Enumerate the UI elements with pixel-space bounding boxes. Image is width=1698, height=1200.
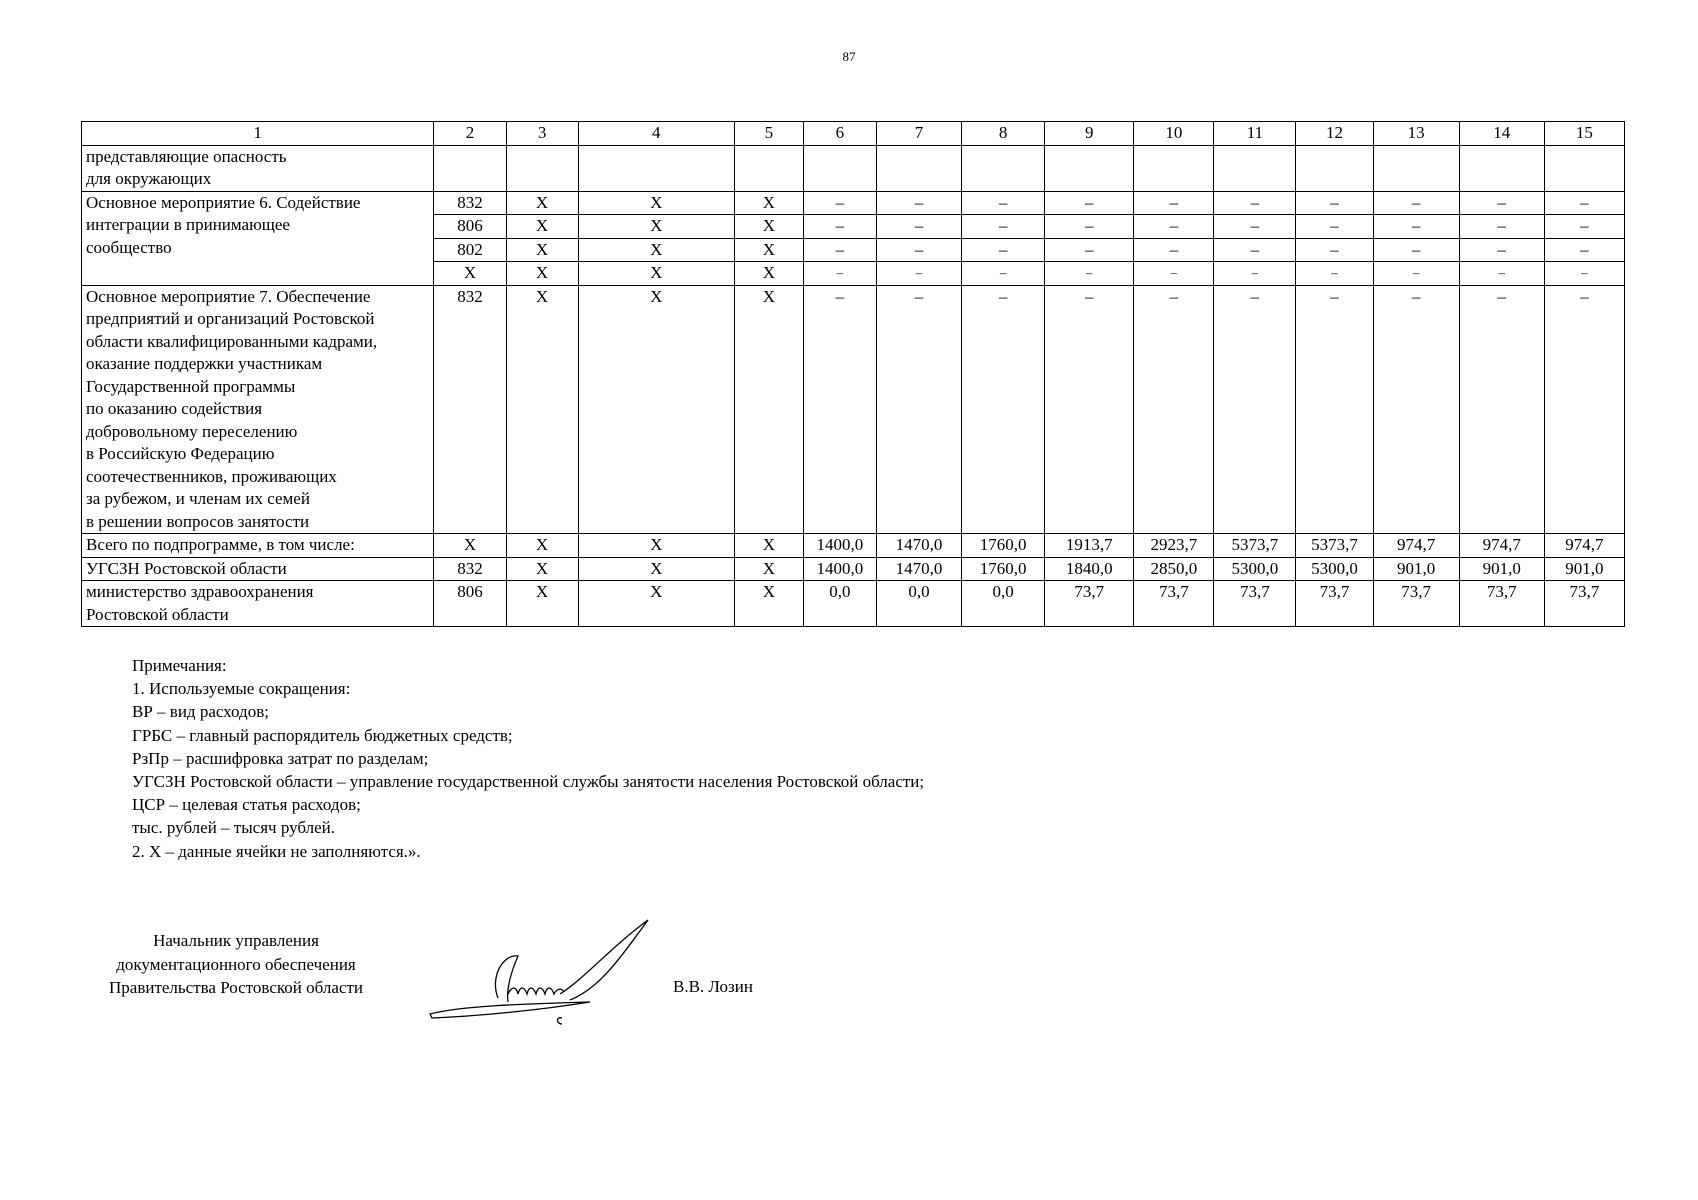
- table-cell: 5373,7: [1296, 534, 1373, 558]
- table-cell: –: [803, 215, 876, 239]
- notes-line: ЦСР – целевая статья расходов;: [132, 795, 361, 815]
- table-cell: –: [1214, 262, 1296, 286]
- row-name-line: в Российскую Федерацию: [86, 444, 275, 463]
- table-cell: X: [578, 238, 734, 262]
- table-cell: X: [578, 262, 734, 286]
- column-header: 9: [1045, 122, 1134, 146]
- table-cell: 73,7: [1544, 581, 1624, 627]
- table-cell: 73,7: [1045, 581, 1134, 627]
- table-cell: –: [1045, 262, 1134, 286]
- table-cell: –: [1544, 285, 1624, 534]
- table-cell: 1400,0: [803, 557, 876, 581]
- table-row-carryover: [82, 145, 1625, 191]
- table-cell: 832: [434, 285, 506, 534]
- table-cell: –: [876, 262, 961, 286]
- table-cell: –: [1544, 191, 1624, 215]
- page-number: 87: [842, 49, 856, 64]
- table-cell: 73,7: [1373, 581, 1459, 627]
- row-name-line: интеграции в принимающее: [86, 215, 290, 234]
- table-cell: X: [506, 534, 578, 558]
- table-cell: X: [578, 581, 734, 627]
- table-cell: –: [1214, 238, 1296, 262]
- table-cell: X: [734, 238, 803, 262]
- table-cell: –: [803, 238, 876, 262]
- table-cell: X: [578, 215, 734, 239]
- column-header: 10: [1134, 122, 1214, 146]
- table-cell: 806: [434, 215, 506, 239]
- table-cell: X: [734, 581, 803, 627]
- column-header: 6: [803, 122, 876, 146]
- table-cell: –: [1373, 191, 1459, 215]
- table-cell: 974,7: [1373, 534, 1459, 558]
- table-cell: 73,7: [1296, 581, 1373, 627]
- position-line: документационного обеспечения: [116, 954, 356, 974]
- table-cell: X: [506, 262, 578, 286]
- table-cell: –: [962, 191, 1045, 215]
- table-cell: X: [434, 534, 506, 558]
- row-name-cell: [82, 581, 434, 627]
- header-row: [82, 122, 1625, 146]
- notes-line: РзПр – расшифровка затрат по разделам;: [132, 748, 429, 768]
- notes-line: ВР – вид расходов;: [132, 702, 269, 722]
- table-cell: –: [1296, 215, 1373, 239]
- table-cell: X: [506, 191, 578, 215]
- table-cell: –: [876, 215, 961, 239]
- table-cell: –: [803, 262, 876, 286]
- column-header: 3: [506, 122, 578, 146]
- table-cell: 901,0: [1459, 557, 1544, 581]
- table-cell: X: [734, 262, 803, 286]
- row-name-cell: [82, 191, 434, 285]
- table-cell: 802: [434, 238, 506, 262]
- column-header: 14: [1459, 122, 1544, 146]
- table-cell: X: [506, 238, 578, 262]
- row-name-line: Основное мероприятие 6. Содействие: [86, 192, 361, 212]
- table-cell: 5300,0: [1296, 557, 1373, 581]
- table-cell: –: [1373, 215, 1459, 239]
- table-cell: –: [1214, 285, 1296, 534]
- table-cell: –: [1134, 285, 1214, 534]
- row-name-line: предприятий и организаций Ростовской: [86, 309, 375, 328]
- table-cell: X: [506, 581, 578, 627]
- table-cell: –: [1214, 191, 1296, 215]
- column-header: 15: [1544, 122, 1624, 146]
- row-name-line: добровольному переселению: [86, 421, 298, 441]
- table-cell: –: [1459, 285, 1544, 534]
- table-cell: –: [1544, 238, 1624, 262]
- table-cell: –: [1296, 262, 1373, 286]
- table-cell: –: [1373, 238, 1459, 262]
- table-cell: –: [803, 191, 876, 215]
- table-cell: 806: [434, 581, 506, 627]
- notes-section: [132, 654, 924, 863]
- table-cell: –: [1544, 262, 1624, 286]
- table-cell: –: [1296, 238, 1373, 262]
- table-cell: 0,0: [803, 581, 876, 627]
- table-row-ugszn: [82, 557, 1625, 581]
- column-header: 12: [1296, 122, 1373, 146]
- table-cell: X: [506, 285, 578, 534]
- table-cell: –: [1373, 262, 1459, 286]
- table-cell: X: [434, 262, 506, 286]
- column-header: 4: [578, 122, 734, 146]
- column-header: 8: [962, 122, 1045, 146]
- row-name-cell: [82, 145, 434, 191]
- table-cell: X: [734, 191, 803, 215]
- table-cell: 974,7: [1459, 534, 1544, 558]
- table-cell: 1470,0: [876, 534, 961, 558]
- row-name-line: Ростовской области: [86, 604, 229, 624]
- column-header: 1: [82, 122, 434, 146]
- table-cell: X: [506, 215, 578, 239]
- table-cell: –: [1544, 215, 1624, 239]
- table-cell: X: [578, 557, 734, 581]
- column-header: 5: [734, 122, 803, 146]
- table-cell: 2923,7: [1134, 534, 1214, 558]
- table-cell: X: [734, 215, 803, 239]
- table-cell: –: [1296, 191, 1373, 215]
- table-cell: 1760,0: [962, 557, 1045, 581]
- row-name-line: для окружающих: [86, 169, 212, 188]
- table-cell: 73,7: [1134, 581, 1214, 627]
- table-cell: –: [803, 285, 876, 534]
- table-cell: 73,7: [1214, 581, 1296, 627]
- table-cell: –: [962, 238, 1045, 262]
- table-cell: –: [1045, 215, 1134, 239]
- row-name-line: представляющие опасность: [86, 146, 287, 166]
- row-name-line: в решении вопросов занятости: [86, 511, 310, 531]
- table-cell: –: [1296, 285, 1373, 534]
- signature-drawing: [420, 918, 660, 1028]
- table-cell: X: [578, 285, 734, 534]
- table-cell: –: [1459, 262, 1544, 286]
- table-cell: –: [1459, 191, 1544, 215]
- table-cell: 2850,0: [1134, 557, 1214, 581]
- notes-line: УГСЗН Ростовской области – управление государственной службы занятости населения Ростовской области;: [132, 772, 925, 792]
- table-cell: 901,0: [1544, 557, 1624, 581]
- table-cell: –: [1459, 215, 1544, 239]
- table-cell: –: [1214, 215, 1296, 239]
- row-name-cell: Всего по подпрограмме, в том числе:: [82, 534, 434, 558]
- row-name-line: за рубежом, и членам их семей: [86, 489, 310, 508]
- position-line: Начальник управления: [153, 931, 319, 950]
- table-cell: –: [1134, 262, 1214, 286]
- table-row-activity6: [82, 191, 1625, 215]
- table-cell: –: [876, 191, 961, 215]
- table-cell: –: [1373, 285, 1459, 534]
- table-cell: –: [962, 262, 1045, 286]
- column-header: 13: [1373, 122, 1459, 146]
- row-name-line: сообщество: [86, 237, 172, 257]
- table-cell: X: [734, 557, 803, 581]
- notes-heading: Примечания:: [132, 656, 227, 675]
- column-header: 2: [434, 122, 506, 146]
- table-cell: X: [506, 557, 578, 581]
- table-cell: –: [962, 285, 1045, 534]
- table-cell: –: [1459, 238, 1544, 262]
- table-cell: 0,0: [876, 581, 961, 627]
- row-name-line: министерство здравоохранения: [86, 582, 314, 601]
- table-cell: –: [1134, 215, 1214, 239]
- table-cell: 5373,7: [1214, 534, 1296, 558]
- table-cell: –: [1134, 238, 1214, 262]
- column-header: 11: [1214, 122, 1296, 146]
- row-name-line: оказание поддержки участникам: [86, 354, 323, 373]
- notes-line: 2. X – данные ячейки не заполняются.».: [132, 841, 421, 861]
- row-name-line: соотечественников, проживающих: [86, 466, 337, 486]
- table-cell: 0,0: [962, 581, 1045, 627]
- table-row-activity7: [82, 285, 1625, 534]
- table-cell: 1760,0: [962, 534, 1045, 558]
- row-name-cell: УГСЗН Ростовской области: [82, 557, 434, 581]
- table-cell: X: [734, 285, 803, 534]
- table-cell: 832: [434, 557, 506, 581]
- table-row-health-ministry: [82, 581, 1625, 627]
- table-cell: 1470,0: [876, 557, 961, 581]
- row-name-line: Основное мероприятие 7. Обеспечение: [86, 286, 371, 306]
- row-name-line: Государственной программы: [86, 376, 296, 396]
- table-cell: –: [962, 215, 1045, 239]
- table-cell: –: [1045, 191, 1134, 215]
- signer-name: В.В. Лозин: [673, 977, 753, 996]
- table-cell: –: [1134, 191, 1214, 215]
- row-name-line: по оказанию содействия: [86, 399, 263, 418]
- row-name-cell: [82, 285, 434, 534]
- table-cell: 974,7: [1544, 534, 1624, 558]
- table-cell: X: [578, 534, 734, 558]
- table-cell: 1400,0: [803, 534, 876, 558]
- budget-table: [81, 121, 1625, 627]
- table-cell: X: [578, 191, 734, 215]
- table-row-total: [82, 534, 1625, 558]
- table-cell: 832: [434, 191, 506, 215]
- signatory-position: [81, 929, 391, 1000]
- table-cell: X: [734, 534, 803, 558]
- handwritten-signature: [420, 918, 660, 1033]
- table-cell: –: [876, 285, 961, 534]
- table-cell: –: [1045, 238, 1134, 262]
- table-cell: 901,0: [1373, 557, 1459, 581]
- table-cell: 5300,0: [1214, 557, 1296, 581]
- position-line: Правительства Ростовской области: [109, 978, 363, 997]
- table-cell: –: [1045, 285, 1134, 534]
- notes-line: тыс. рублей – тысяч рублей.: [132, 818, 335, 838]
- column-header: 7: [876, 122, 961, 146]
- table-cell: –: [876, 238, 961, 262]
- row-name-line: области квалифицированными кадрами,: [86, 331, 378, 351]
- table-cell: 73,7: [1459, 581, 1544, 627]
- table-cell: 1913,7: [1045, 534, 1134, 558]
- notes-line: 1. Используемые сокращения:: [132, 679, 351, 699]
- table-cell: 1840,0: [1045, 557, 1134, 581]
- notes-line: ГРБС – главный распорядитель бюджетных средств;: [132, 725, 513, 745]
